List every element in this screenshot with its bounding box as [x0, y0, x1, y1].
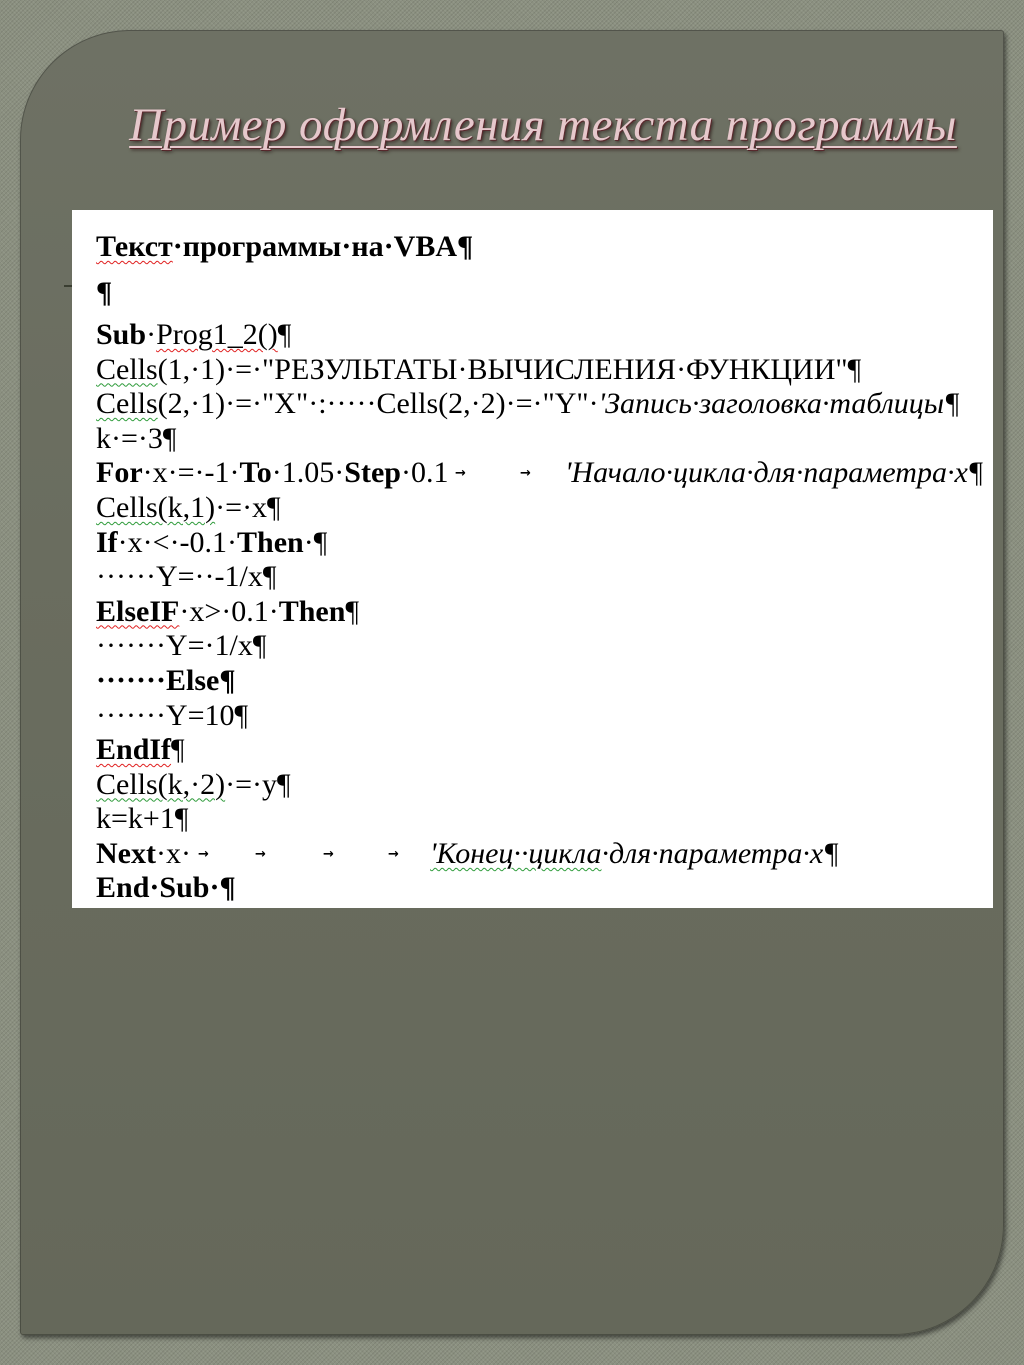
comment: 'Запись·заголовка·таблицы¶: [598, 387, 960, 421]
code-text: ·······Y=10¶: [96, 698, 249, 732]
identifier-cells: Cells(k,·2): [96, 767, 226, 801]
code-text: ·x>·0.1·: [179, 594, 279, 628]
comment-underlined-text: 'Конец··цикла: [430, 836, 602, 870]
keyword-end-sub: End·Sub·¶: [96, 871, 236, 905]
keyword-elseif: ElseIF: [96, 594, 180, 628]
code-line: [96, 491, 993, 526]
code-text: ·x·<·-0.1·: [117, 525, 238, 559]
code-line: [96, 837, 993, 872]
keyword-endif: EndIf: [96, 733, 172, 767]
keyword-then: Then: [237, 525, 304, 559]
identifier-cells: Cells: [96, 387, 158, 421]
code-line: [96, 768, 993, 803]
code-text: ······Y=··-1/x¶: [96, 560, 277, 594]
code-line: [96, 353, 993, 388]
code-text: ·x·=·-1·: [142, 456, 240, 490]
keyword-step: Step: [344, 456, 401, 490]
paragraph-mark: ¶: [171, 733, 185, 767]
code-line: [96, 733, 993, 768]
keyword-sub: Sub: [96, 317, 147, 351]
paragraph-mark: ¶: [277, 317, 292, 351]
identifier-cells: Cells: [96, 352, 158, 386]
code-text: (2,·1)·=·"X"·:·····Cells(2,·2)·=·"Y"·: [157, 387, 599, 421]
code-text: ·1.05·: [271, 456, 345, 490]
code-line: [96, 699, 993, 734]
code-text: ·: [146, 317, 157, 351]
keyword-if: If: [96, 525, 118, 559]
heading-text: ·программы·на·VBA¶: [172, 230, 474, 263]
tab-arrow-icon: →: [198, 846, 209, 862]
comment: 'Начало·цикла·для·параметра·x¶: [565, 456, 984, 490]
keyword-else: ·······Else¶: [96, 663, 236, 697]
code-text: (1,·1)·=·"РЕЗУЛЬТАТЫ·ВЫЧИСЛЕНИЯ·ФУНКЦИИ"¶: [157, 352, 862, 386]
heading-line: [96, 230, 993, 265]
code-line: [96, 387, 993, 422]
keyword-to: To: [239, 456, 272, 490]
code-line: [96, 526, 993, 561]
keyword-for: For: [96, 456, 143, 490]
tab-arrow-icon: →: [388, 846, 399, 862]
code-line: [96, 802, 993, 837]
tab-arrow-icon: →: [255, 846, 266, 862]
comment: [430, 837, 839, 872]
code-text: ·=·x¶: [215, 490, 281, 524]
tab-arrow-icon: →: [323, 846, 334, 862]
code-text: k=k+1¶: [96, 802, 189, 836]
code-line: [96, 595, 993, 630]
empty-paragraph: [96, 276, 993, 311]
paragraph-mark: ¶: [345, 594, 360, 628]
code-line: [96, 456, 993, 491]
code-line: [96, 629, 993, 664]
code-text: k·=·3¶: [96, 421, 177, 455]
code-line: [96, 422, 993, 457]
tab-arrow-icon: →: [455, 466, 466, 482]
code-line: [96, 560, 993, 595]
procedure-name: Prog1_2(): [156, 317, 278, 351]
code-text: ·······Y=·1/x¶: [96, 629, 267, 663]
code-line: [96, 318, 993, 353]
keyword-then: Then: [278, 594, 346, 628]
code-line: [96, 664, 993, 699]
code-text: ·x·: [155, 836, 191, 870]
decorative-dash: [64, 285, 72, 287]
code-line: [96, 871, 993, 906]
paragraph-mark: ·¶: [303, 525, 328, 559]
heading-word: Текст: [96, 230, 173, 263]
identifier-cells: Cells(k,1): [96, 490, 216, 524]
slide-title: Пример оформления текста программы: [129, 99, 957, 151]
code-text: ·=·y¶: [225, 767, 291, 801]
document-snapshot: [72, 210, 993, 908]
code-text: ·0.1: [400, 456, 449, 490]
keyword-next: Next: [96, 836, 156, 870]
paragraph-mark: ¶: [96, 275, 113, 309]
tab-arrow-icon: →: [520, 466, 531, 482]
comment-text: ·для·параметра·x¶: [601, 836, 839, 870]
